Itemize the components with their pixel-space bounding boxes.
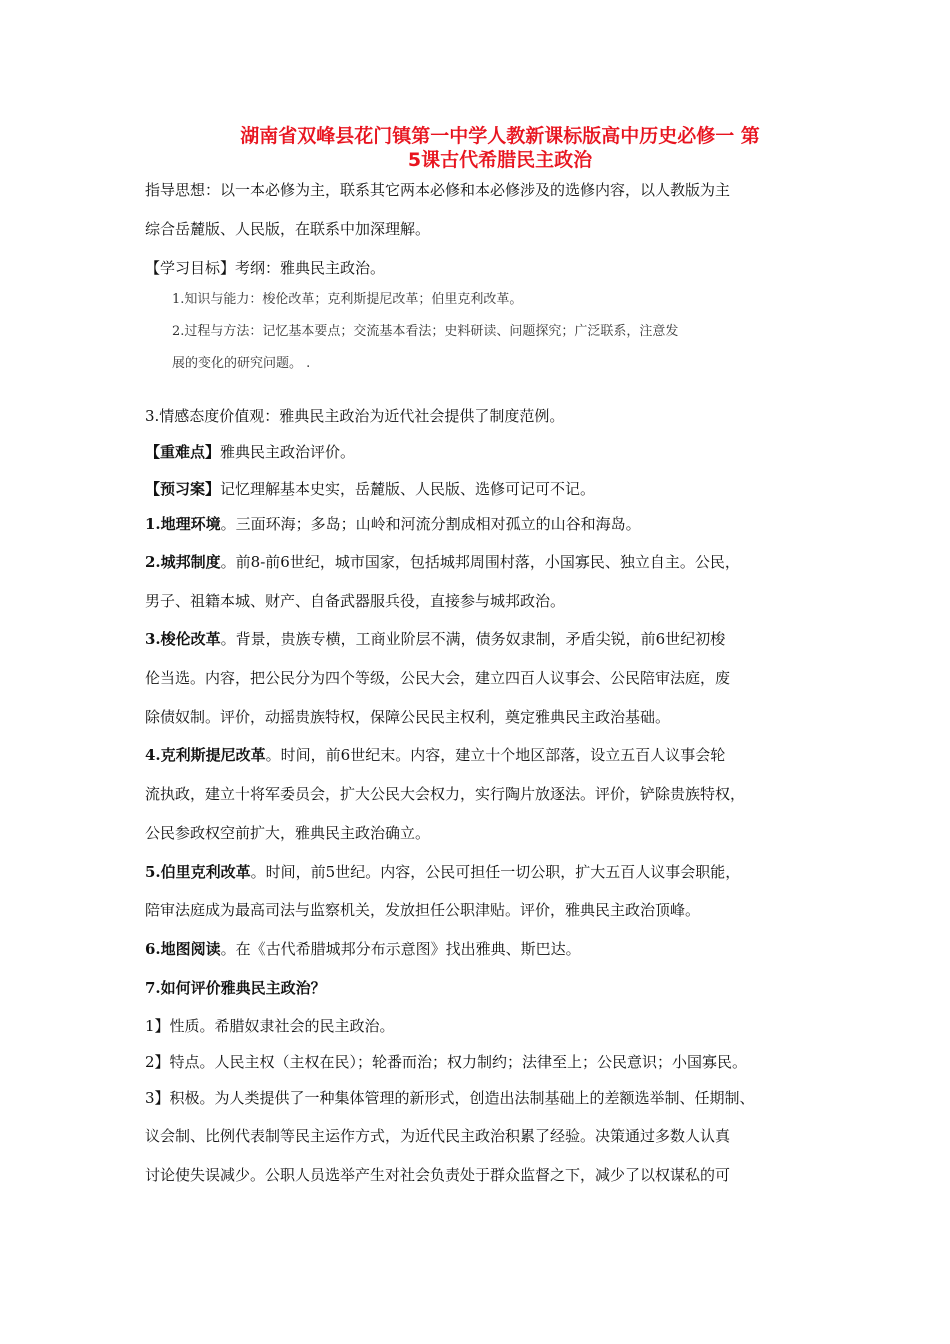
objective-item-1: 1.知识与能力：梭伦改革；克利斯提尼改革；伯里克利改革。 (172, 292, 523, 307)
document-title-line1: 湖南省双峰县花门镇第一中学人教新课标版高中历史必修一 第 (240, 125, 760, 147)
section-6 (145, 939, 835, 959)
preview-text: 记忆理解基本史实，岳麓版、人民版、选修可记可不记。 (220, 480, 596, 498)
section-4-line2: 流执政，建立十将军委员会，扩大公民大会权力，实行陶片放逐法。评价，铲除贵族特权， (145, 785, 746, 803)
objectives-header: 【学习目标】考纲：雅典民主政治。 (145, 259, 386, 277)
section-5-line1 (145, 862, 835, 882)
section-5-line2: 陪审法庭成为最高司法与监察机关，发放担任公职津贴。评价，雅典民主政治顶峰。 (145, 901, 701, 919)
key-points-text: 雅典民主政治评价。 (220, 443, 356, 461)
section-4-text: 。时间，前6世纪末。内容，建立十个地区部落，设立五百人议事会轮 (265, 746, 726, 764)
section-3-line2: 伦当选。内容，把公民分为四个等级，公民大会，建立四百人议事会、公民陪审法庭，废 (145, 669, 731, 687)
section-3-line3: 除债奴制。评价，动摇贵族特权，保障公民民主权利，奠定雅典民主政治基础。 (145, 708, 671, 726)
section-7-point-2: 2】特点。人民主权（主权在民）；轮番而治；权力制约；法律至上；公民意识；小国寡民。 (145, 1053, 748, 1071)
section-1-title: 1.地理环境 (145, 515, 221, 533)
objective-item-2-line2: 展的变化的研究问题。 . (172, 356, 311, 371)
objective-item-2-line1: 2.过程与方法：记忆基本要点；交流基本看法；史料研读、问题探究；广泛联系，注意发 (172, 324, 679, 339)
key-points (145, 442, 835, 462)
guide-line1: 指导思想：以一本必修为主，联系其它两本必修和本必修涉及的选修内容，以人教版为主 (145, 181, 731, 199)
section-3-text: 。背景，贵族专横，工商业阶层不满，债务奴隶制，矛盾尖锐，前6世纪初梭 (220, 630, 726, 648)
section-7-point-1: 1】性质。希腊奴隶社会的民主政治。 (145, 1017, 395, 1035)
section-7-title-text: 7.如何评价雅典民主政治？ (145, 979, 326, 997)
section-5-title: 5.伯里克利改革 (145, 863, 251, 881)
section-5-text: 。时间，前5世纪。内容，公民可担任一切公职，扩大五百人议事会职能， (250, 863, 741, 881)
section-2-text: 。前8-前6世纪，城市国家，包括城邦周围村落，小国寡民、独立自主。公民， (220, 553, 740, 571)
key-points-label: 【重难点】 (145, 443, 221, 461)
section-1 (145, 514, 835, 534)
document-title-line2: 5课古代希腊民主政治 (407, 149, 593, 171)
section-4-line1 (145, 745, 835, 765)
section-4-line3: 公民参政权空前扩大，雅典民主政治确立。 (145, 824, 431, 842)
section-1-text: 。三面环海；多岛；山岭和河流分割成相对孤立的山谷和海岛。 (220, 515, 641, 533)
guide-line2: 综合岳麓版、人民版，在联系中加深理解。 (145, 220, 431, 238)
section-7-point-3-line1: 3】积极。为人类提供了一种集体管理的新形式，创造出法制基础上的差额选举制、任期制、 (145, 1089, 755, 1107)
section-6-text: 。在《古代希腊城邦分布示意图》找出雅典、斯巴达。 (220, 940, 581, 958)
preview-label: 【预习案】 (145, 480, 221, 498)
section-6-title: 6.地图阅读 (145, 940, 221, 958)
section-2-line1 (145, 552, 835, 572)
section-2-title: 2.城邦制度 (145, 553, 221, 571)
section-7-title (145, 978, 835, 998)
objective-item-3: 3.情感态度价值观：雅典民主政治为近代社会提供了制度范例。 (145, 407, 565, 425)
section-3-line1 (145, 629, 835, 649)
section-4-title: 4.克利斯提尼改革 (145, 746, 266, 764)
section-7-point-3-line2: 议会制、比例代表制等民主运作方式，为近代民主政治积累了经验。决策通过多数人认真 (145, 1127, 731, 1145)
preview (145, 479, 835, 499)
section-3-title: 3.梭伦改革 (145, 630, 221, 648)
section-2-line2: 男子、祖籍本城、财产、自备武器服兵役，直接参与城邦政治。 (145, 592, 566, 610)
section-7-point-3-line3: 讨论使失误减少。公职人员选举产生对社会负责处于群众监督之下，减少了以权谋私的可 (145, 1166, 731, 1184)
